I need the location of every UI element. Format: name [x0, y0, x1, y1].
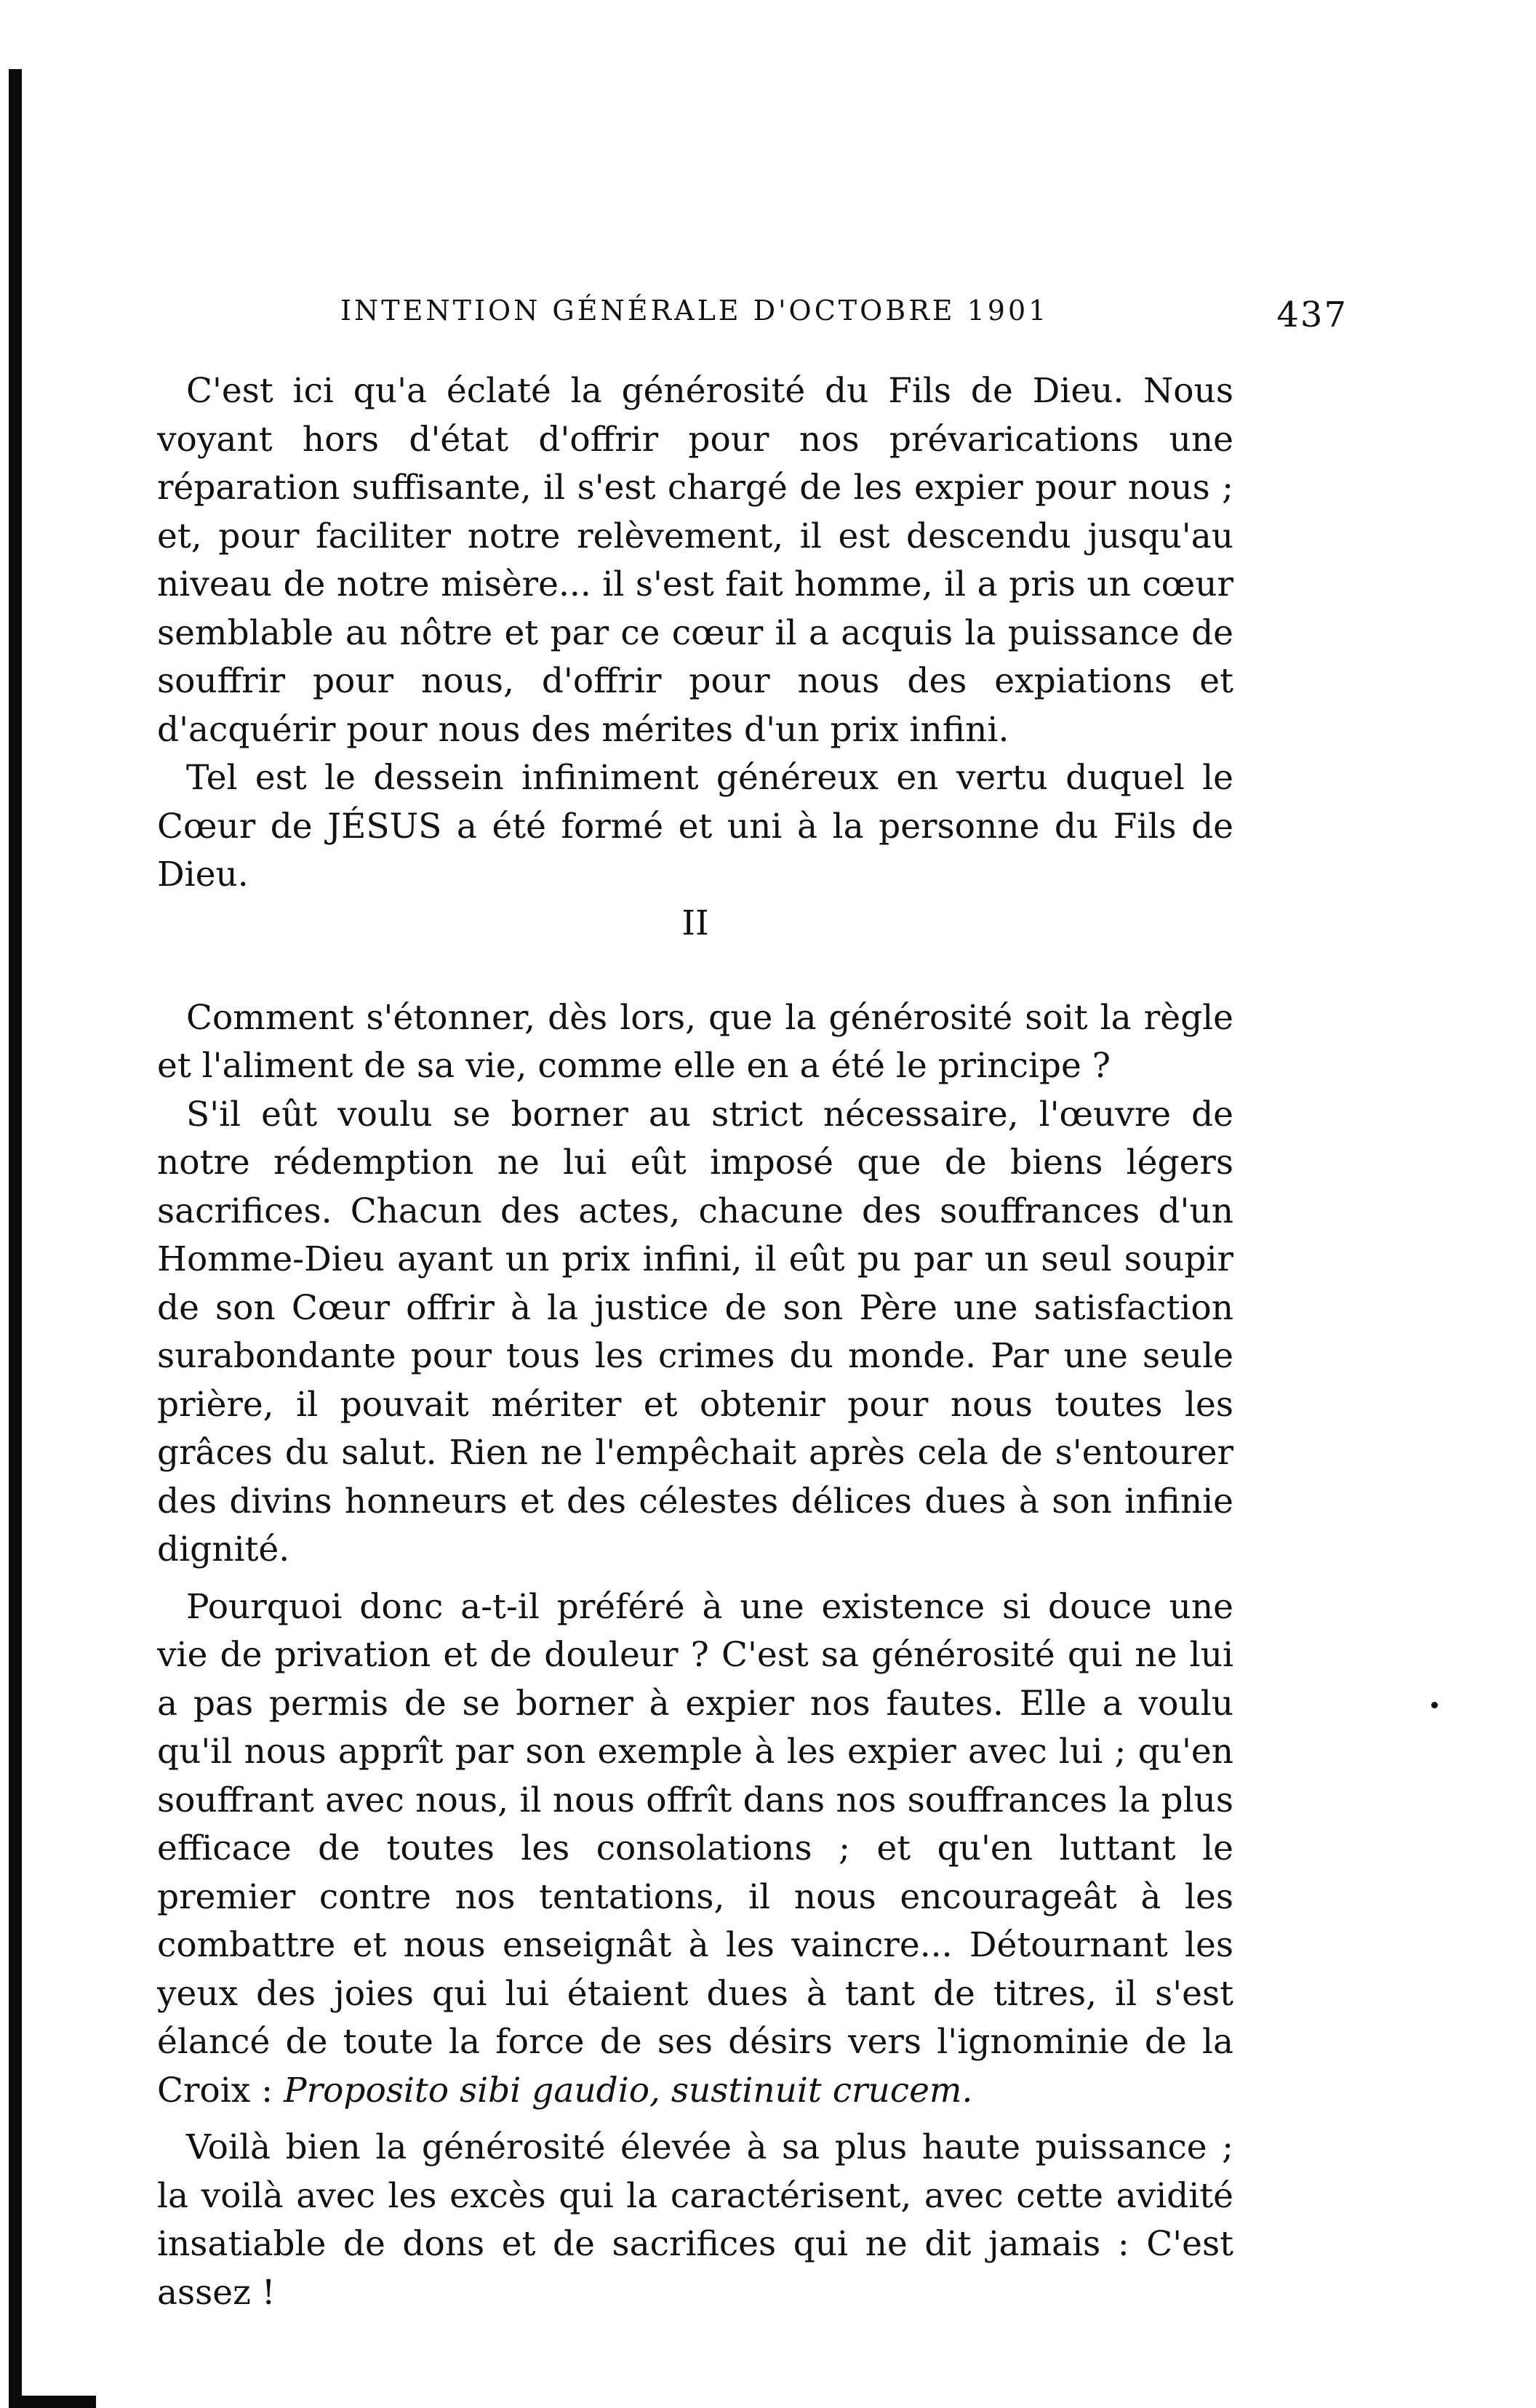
page-scan-edge-foot [9, 2396, 96, 2408]
page-scan-edge [9, 69, 22, 2408]
paragraph: Comment s'étonner, dès lors, que la générosité soit la règle et l'aliment de sa vie, comme elle en a été le principe ? [157, 997, 1233, 1086]
running-head-title: INTENTION GÉNÉRALE D'OCTOBRE 1901 [340, 295, 1049, 327]
ink-speck [1431, 1702, 1438, 1708]
running-head [340, 295, 1348, 338]
page-number: 437 [1276, 295, 1348, 335]
paragraph: Voilà bien la générosité élevée à sa plus haute puissance ; la voilà avec les excès qui la caractérisent, avec cette avidité insatiable de dons et de sacrifices qui ne dit jamais : C'est assez ! [157, 2127, 1233, 2313]
paragraph: S'il eût voulu se borner au strict nécessaire, l'œuvre de notre rédemption ne lui eût imposé que de biens légers sacrifices. Chacun des actes, chacune des souffrances d'un Homme-Dieu ayant un prix infini, il eût pu par un seul soupir de son Cœur offrir à la justice de son Père une satisfaction surabondante pour tous les crimes du monde. Par une seule prière, il pouvait mériter et obtenir pour nous toutes les grâces du salut. Rien ne l'empêchait après cela de s'entourer des divins honneurs et des célestes délices dues à son infinie dignité. [157, 1094, 1233, 1569]
paragraph-text: Pourquoi donc a-t-il préféré à une existence si douce une vie de privation et de douleur ? C'est sa générosité qui ne lui a pas permis de se borner à expier nos fautes. Elle a voulu qu'il nous apprît par son exemple à les expier avec lui ; qu'en souffrant avec nous, il nous offrît dans nos souffrances la plus efficace de toutes les consolations ; et qu'en luttant le premier contre nos tentations, il nous encourageât à les combattre et nous enseignât à les vaincre... Détournant les yeux des joies qui lui étaient dues à tant de titres, il s'est élancé de toute la force de ses désirs vers l'ignominie de la Croix : [157, 1586, 1233, 2111]
latin-quote: Proposito sibi gaudio, sustinuit crucem. [283, 2070, 973, 2111]
paragraph [157, 1583, 1233, 2116]
section-number: II [681, 903, 709, 943]
paragraph: C'est ici qu'a éclaté la générosité du Fils de Dieu. Nous voyant hors d'état d'offrir pour nos prévarications une réparation suffisante, il s'est chargé de les expier pour nous ; et, pour faciliter notre relèvement, il est descendu jusqu'au niveau de notre misère... il s'est fait homme, il a pris un cœur semblable au nôtre et par ce cœur il a acquis la puissance de souffrir pour nous, d'offrir pour nous des expiations et d'acquérir pour nous des mérites d'un prix infini. [157, 371, 1233, 750]
paragraph: Tel est le dessein infiniment généreux en vertu duquel le Cœur de JÉSUS a été formé et uni à la personne du Fils de Dieu. [157, 758, 1233, 895]
body-text [157, 367, 1233, 2317]
